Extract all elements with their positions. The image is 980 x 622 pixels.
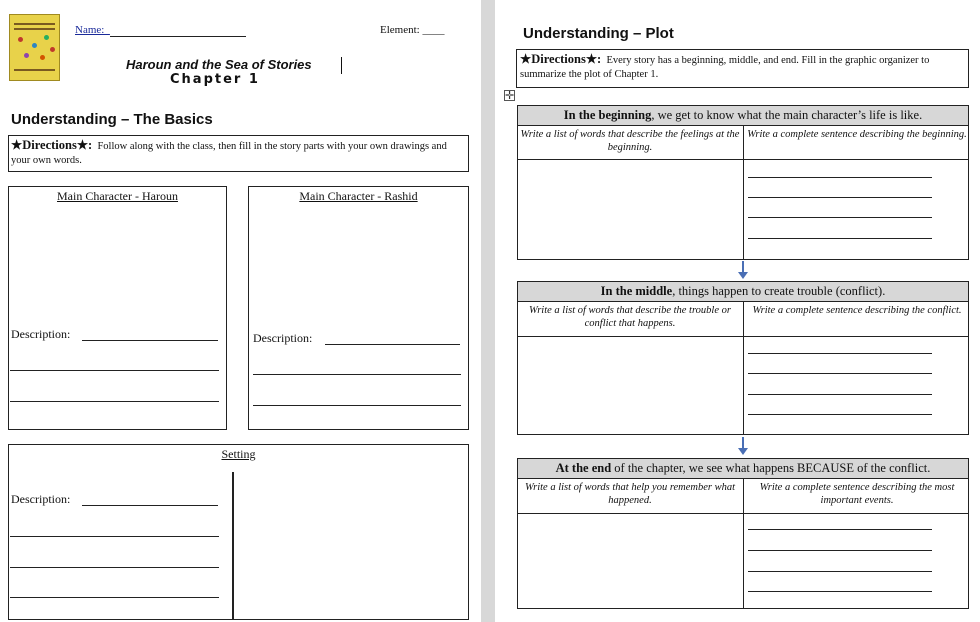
name-label: Name:_ [75,24,110,36]
middle-header: In the middle, things happen to create trouble (conflict). [517,281,969,302]
end-left-prompt: Write a list of words that help you remember what happened. [524,482,736,506]
rashid-description-label: Description: [253,331,313,345]
end-right-prompt: Write a complete sentence describing the most important events. [759,482,955,506]
end-col-divider [743,478,744,609]
beginning-line-3[interactable] [748,217,932,218]
basics-directions: ★Directions★: Follow along with the class, then fill in the story parts with your own drawings and your own words. [11,138,447,166]
beginning-left-prompt: Write a list of words that describe the feelings at the beginning. [520,129,740,153]
haroun-description-label: Description: [11,327,71,341]
setting-divider [232,472,234,620]
middle-line-1[interactable] [748,353,932,354]
page-separator [481,0,495,622]
end-words-area[interactable] [518,514,742,608]
move-handle-icon[interactable]: ✛ [505,89,515,102]
middle-right-prompt: Write a complete sentence describing the conflict. [752,305,962,316]
middle-col-divider [743,301,744,435]
rashid-box[interactable] [248,186,469,430]
end-line-1[interactable] [748,529,932,530]
basics-directions-box [8,135,469,172]
middle-line-4[interactable] [748,414,932,415]
name-fill-line[interactable] [110,36,246,37]
arrow-down-icon-head [738,272,748,279]
haroun-line-2[interactable] [10,370,219,371]
chapter-title: Chapter 1 [170,72,260,87]
basics-section-title: Understanding – The Basics [11,111,213,128]
plot-section-title: Understanding – Plot [523,25,674,42]
setting-box[interactable] [8,444,469,620]
end-line-2[interactable] [748,550,932,551]
beginning-words-area[interactable] [518,160,742,259]
beginning-header: In the beginning, we get to know what the main character’s life is like. [517,105,969,126]
plot-directions-box [516,49,969,88]
rashid-line-3[interactable] [253,405,461,406]
beginning-right-prompt: Write a complete sentence describing the beginning. [747,129,967,140]
haroun-line-3[interactable] [10,401,219,402]
setting-title: Setting [221,447,256,461]
rashid-line-2[interactable] [253,374,461,375]
text-cursor [341,57,342,74]
setting-line-2[interactable] [10,536,219,537]
haroun-box-title: Main Character - Haroun [57,189,178,203]
middle-left-prompt: Write a list of words that describe the trouble or conflict that happens. [529,305,731,329]
beginning-line-2[interactable] [748,197,932,198]
beginning-line-1[interactable] [748,177,932,178]
setting-line-3[interactable] [10,567,219,568]
end-line-3[interactable] [748,571,932,572]
setting-description-label: Description: [11,492,71,506]
middle-line-2[interactable] [748,373,932,374]
setting-line-4[interactable] [10,597,219,598]
book-title: Haroun and the Sea of Stories [126,57,312,72]
middle-words-area[interactable] [518,337,742,434]
end-line-4[interactable] [748,591,932,592]
element-label: Element: ____ [380,24,445,36]
setting-line-1[interactable] [82,505,218,506]
rashid-box-title: Main Character - Rashid [299,189,418,203]
haroun-line-1[interactable] [82,340,218,341]
arrow-down-icon-head [738,448,748,455]
beginning-line-4[interactable] [748,238,932,239]
plot-directions: ★Directions★: Every story has a beginning, middle, and end. Fill in the graphic organizer to summarize the plot of Chapter 1. [520,52,930,80]
middle-line-3[interactable] [748,394,932,395]
end-header: At the end of the chapter, we see what happens BECAUSE of the conflict. [517,458,969,479]
rashid-line-1[interactable] [325,344,460,345]
book-cover-image [9,14,60,81]
beginning-col-divider [743,125,744,260]
haroun-box[interactable] [8,186,227,430]
